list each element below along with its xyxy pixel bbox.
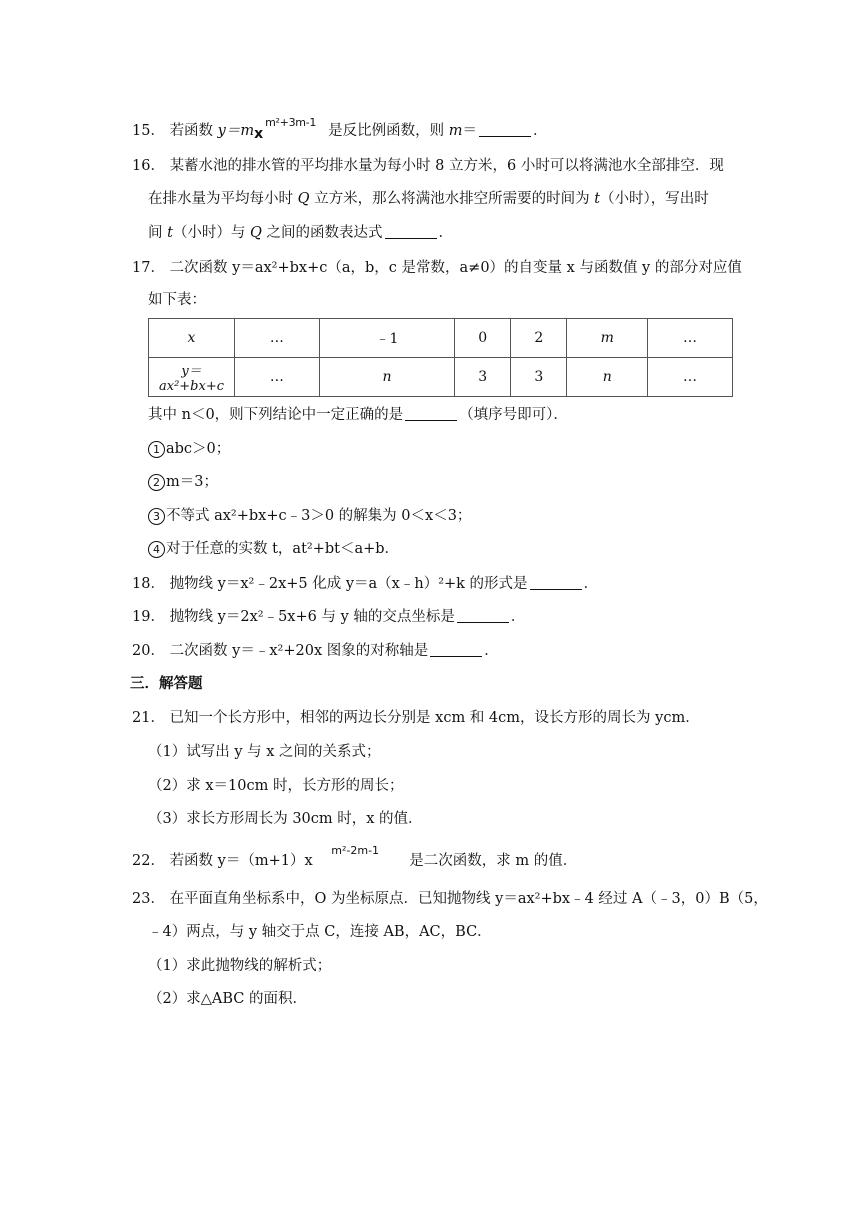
table-cell: y＝ax²+bx+c [149,358,235,397]
option-text: abc＞0； [166,441,231,457]
question-end: ． [484,643,499,659]
table-cell: ﹣1 [319,319,454,358]
math-variable: t [594,191,601,207]
table-cell: 2 [511,319,567,358]
question-text: 是二次函数，求 m 的值． [409,853,578,869]
math-variable: m [448,123,463,139]
table-cell: n [319,358,454,397]
table-cell: … [235,358,320,397]
option-2 [148,472,218,492]
question-text: 已知一个长方形中，相邻的两边长分别是 xcm 和 4cm，设长方形的周长为 ycm． [169,710,700,726]
question-text: 二次函数 y＝ax²+bx+c（a，b，c 是常数，a≠0）的自变量 x 与函数值 y 的部分对应值 [169,260,742,276]
question-end: ． [532,123,548,139]
question-end: ． [583,576,599,592]
question-text: 是反比例函数，则 [328,123,449,139]
section-heading: 三．解答题 [130,676,203,692]
option-marker: 1 [148,441,165,458]
option-3 [148,506,471,526]
table-cell: … [235,319,320,358]
question-text: 在排水量为平均每小时 [148,191,298,207]
table-cell: … [648,319,733,358]
table-cell: 0 [455,319,511,358]
question-16-line3 [148,223,453,243]
table-cell: 3 [511,358,567,397]
answer-blank [530,575,582,590]
question-text: 其中 n＜0，则下列结论中一定正确的是 [148,407,404,423]
question-text: 之间的函数表达式 [261,225,383,241]
question-number: 20． [132,643,165,659]
question-text: 抛物线 y＝x²﹣2x+5 化成 y＝a（x﹣h）²+k 的形式是 [169,576,528,592]
question-number: 18． [132,576,165,592]
option-marker: 2 [148,474,165,491]
math-variable: t [167,225,173,241]
question-21 [132,708,700,728]
question-19 [132,607,525,627]
equals-sign: ＝ [462,123,477,139]
question-18 [132,574,598,594]
question-text: （小时），写出时 [600,191,709,207]
question-text: （填序号即可）． [459,407,568,423]
question-17-condition [148,405,568,425]
question-text: （小时）与 [172,225,251,241]
question-number: 16． [132,158,165,174]
question-23-line2: ﹣4）两点，与 y 轴交于点 C，连接 AB，AC，BC． [148,924,492,940]
math-variable: Q [250,225,262,241]
table-row-y [149,358,733,397]
table-cell: … [648,358,733,397]
question-text: 在平面直角坐标系中，O 为坐标原点．已知抛物线 y＝ax²+bx﹣4 经过 A（﹣3，0）B（5， [169,891,768,907]
question-text: 若函数 y＝（m+1）x [169,853,318,869]
question-number: 19． [132,609,165,625]
question-text: 二次函数 y＝﹣x²+20x 图象的对称轴是 [169,643,429,659]
question-number: 22． [132,853,165,869]
question-end: ． [438,225,454,241]
question-23 [132,889,768,909]
question-end: ． [510,609,526,625]
answer-blank [405,406,457,421]
answer-blank [430,642,482,657]
question-number: 17． [132,260,165,276]
question-text: 如下表： [148,292,206,308]
answer-blank [385,224,437,239]
option-text: m＝3； [166,474,218,490]
answer-blank [457,608,509,623]
question-number: 23． [132,891,165,907]
math-expression: y＝m [217,123,255,139]
option-text: 对于任意的实数 t，at²+bt＜a+b． [166,541,400,557]
option-marker: 3 [148,508,165,525]
math-variable: Q [297,191,310,207]
question-23-part2: （2）求△ABC 的面积． [148,991,307,1007]
question-22 [132,844,578,871]
question-21-part1: （1）试写出 y 与 x 之间的关系式； [148,744,381,760]
question-text: 若函数 [169,123,218,139]
question-text: 立方米，那么将满池水排空所需要的时间为 [309,191,595,207]
question-15 [132,117,547,141]
question-17-line2 [148,290,206,310]
exponent-power: m²-2m-1 [331,844,380,857]
question-23-part1: （1）求此抛物线的解析式； [148,958,332,974]
exponent-image [317,844,409,867]
exponent-power: m²+3m-1 [265,116,317,129]
question-16-line2 [148,189,709,209]
question-16 [132,156,724,176]
table-cell: m [567,319,648,358]
question-20 [132,641,499,661]
question-number: 15． [132,123,165,139]
table-cell: n [567,358,648,397]
question-text: 间 [148,225,168,241]
question-21-part2: （2）求 x＝10cm 时，长方形的周长； [148,778,404,794]
exponent-base: x [254,126,264,142]
question-text: 某蓄水池的排水管的平均排水量为每小时 8 立方米，6 小时可以将满池水全部排空．现 [169,158,724,174]
question-21-part3: （3）求长方形周长为 30cm 时，x 的值． [148,811,423,827]
answer-blank [479,122,531,137]
table-cell: 3 [455,358,511,397]
option-4 [148,539,399,559]
option-text: 不等式 ax²+bx+c﹣3＞0 的解集为 0＜x＜3； [166,508,472,524]
option-marker: 4 [148,541,165,558]
value-table [148,318,733,397]
option-1 [148,439,230,459]
table-cell: x [149,319,235,358]
exponent-image [254,116,328,142]
question-number: 21． [132,710,165,726]
question-17 [132,258,742,278]
question-text: 抛物线 y＝2x²﹣5x+6 与 y 轴的交点坐标是 [169,609,455,625]
table-row-x [149,319,733,358]
